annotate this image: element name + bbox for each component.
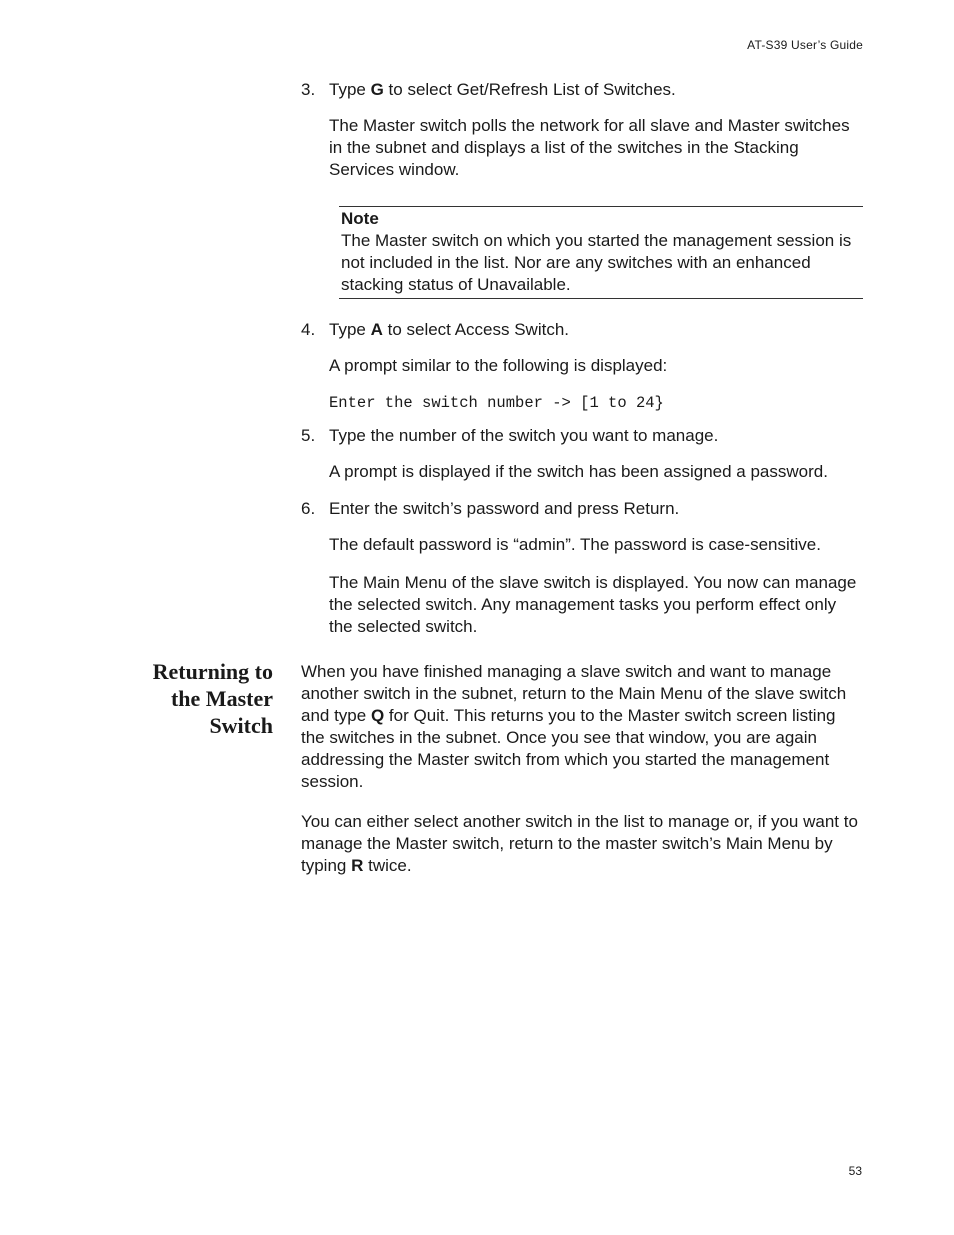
step-6-description-2: The Main Menu of the slave switch is displayed. You now can manage the selected switch. Any management tasks you perform effect only the selected switch. bbox=[329, 573, 857, 636]
prompt-code: Enter the switch number -> [1 to 24} bbox=[329, 394, 664, 412]
paragraph-text-prefix: You can either select another switch in the list to manage or, if you want to manage the Master switch, return to the master switch’s Main Menu by typing bbox=[301, 812, 858, 875]
step-text: Type the number of the switch you want to manage. bbox=[329, 426, 719, 445]
step-text-suffix: to select Access Switch. bbox=[382, 320, 570, 339]
step-number: 3. bbox=[301, 80, 316, 99]
step-3-description: The Master switch polls the network for all slave and Master switches in the subnet and displays a list of the switches in the Stacking Services window. bbox=[329, 116, 850, 179]
step-text-prefix: Type bbox=[329, 80, 371, 99]
step-text-prefix: Type bbox=[329, 320, 371, 339]
step-number: 6. bbox=[301, 499, 316, 518]
key-q: Q bbox=[370, 706, 385, 725]
paragraph-text-suffix: twice. bbox=[363, 856, 412, 875]
step-4 bbox=[301, 319, 861, 341]
page-number: 53 bbox=[848, 1164, 862, 1178]
step-6-description-1: The default password is “admin”. The password is case-sensitive. bbox=[329, 535, 821, 554]
step-5-description: A prompt is displayed if the switch has been assigned a password. bbox=[329, 462, 828, 481]
key-r: R bbox=[351, 856, 364, 875]
note-title: Note bbox=[341, 209, 379, 228]
step-number: 5. bbox=[301, 426, 316, 445]
step-6 bbox=[301, 498, 861, 520]
key-g: G bbox=[370, 80, 384, 99]
note-text: The Master switch on which you started the management session is not included in the list. Nor are any switches with an enhanced stacking status of Unavailable. bbox=[341, 231, 852, 294]
step-text-suffix: to select Get/Refresh List of Switches. bbox=[383, 80, 676, 99]
note-box bbox=[339, 206, 863, 299]
section-paragraph-1 bbox=[301, 661, 863, 793]
running-header: AT-S39 User’s Guide bbox=[747, 38, 863, 52]
paragraph-text-prefix: When you have finished managing a slave switch and want to manage another switch in the subnet, return to the Main Menu of the slave switch and type bbox=[301, 662, 847, 725]
section-heading-line-1: Returning to bbox=[152, 659, 273, 684]
step-3 bbox=[301, 79, 861, 101]
step-number: 4. bbox=[301, 320, 316, 339]
paragraph-text-suffix: for Quit. This returns you to the Master switch screen listing the switches in the subnet. Once you see that window, you are again addressing the Master switch from which you started the management session. bbox=[301, 706, 836, 791]
section-heading-line-3: Switch bbox=[209, 713, 273, 738]
step-5 bbox=[301, 425, 861, 447]
section-heading bbox=[110, 658, 273, 739]
key-a: A bbox=[370, 320, 383, 339]
section-heading-line-2: the Master bbox=[170, 686, 273, 711]
section-paragraph-2 bbox=[301, 811, 863, 877]
step-text: Enter the switch’s password and press Return. bbox=[329, 499, 680, 518]
step-4-description: A prompt similar to the following is displayed: bbox=[329, 356, 668, 375]
